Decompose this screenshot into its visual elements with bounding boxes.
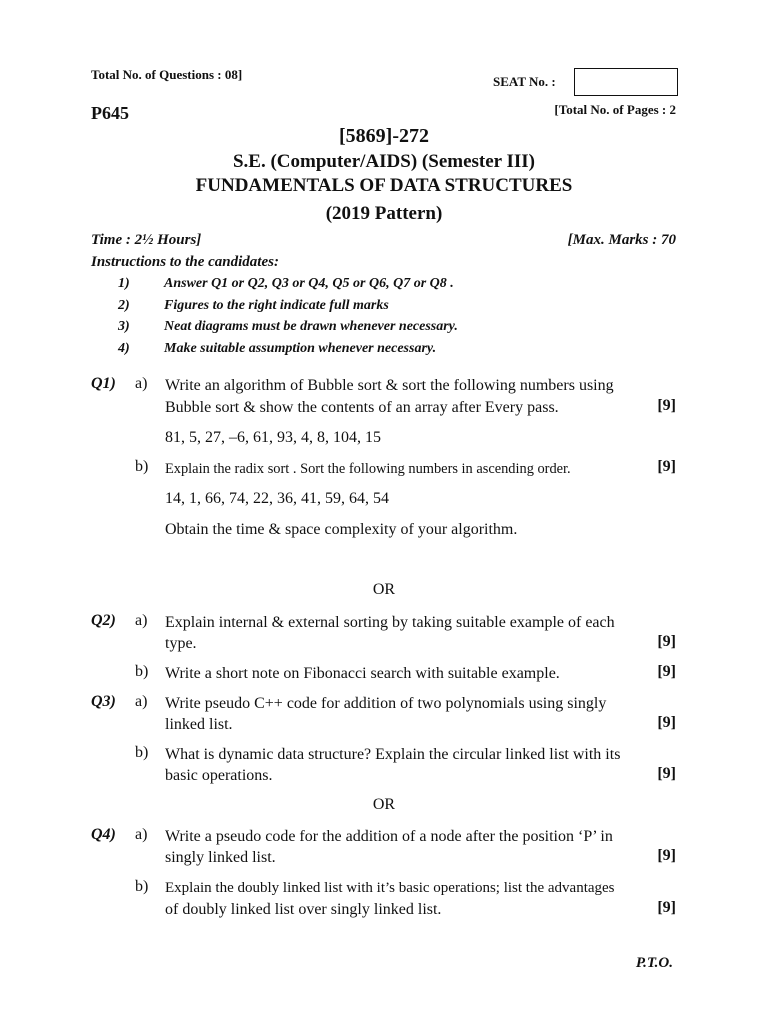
instructions-title: Instructions to the candidates: [91,254,279,270]
q1a-marks: [9] [657,397,676,414]
q3a-sub-label: a) [135,693,148,710]
subject-title: FUNDAMENTALS OF DATA STRUCTURES [195,175,573,196]
pto-label: P.T.O. [635,955,673,971]
q3b-text-line1: What is dynamic data structure? Explain the circular linked list with its [165,746,621,763]
question-label-q4: Q4) [91,826,116,843]
q3b-text-line2: basic operations. [165,767,273,784]
q4a-marks: [9] [657,847,676,864]
q1b-marks: [9] [657,458,676,475]
q2a-sub-label: a) [135,612,148,629]
seat-label: SEAT No. : [493,74,556,89]
q3a-marks: [9] [657,714,676,731]
q4b-text-line1: Explain the doubly linked list with it’s basic operations; list the advantages [165,880,615,896]
q2a-marks: [9] [657,633,676,650]
instruction-number: 3) [118,319,130,334]
q1a-text-line1: Write an algorithm of Bubble sort & sort the following numbers using [165,377,614,394]
q2b-sub-label: b) [135,663,149,680]
total-questions: Total No. of Questions : 08] [91,67,243,82]
question-label-q2: Q2) [91,612,116,629]
instruction-item [118,276,454,292]
q2b-text-line1: Write a short note on Fibonacci search with suitable example. [165,665,560,682]
q2b-marks: [9] [657,663,676,680]
q1b-text-line1: Explain the radix sort . Sort the following numbers in ascending order. [165,461,571,477]
course-title: S.E. (Computer/AIDS) (Semester III) [232,151,536,172]
question-label-q1: Q1) [91,375,116,392]
q1b-data: 14, 1, 66, 74, 22, 36, 41, 59, 64, 54 [165,490,389,507]
q4a-text-line1: Write a pseudo code for the addition of a node after the position ‘P’ in [165,828,613,845]
q4b-marks: [9] [657,899,676,916]
q4b-text-line2: of doubly linked list over singly linked list. [165,901,442,918]
q1a-text-line2: Bubble sort & show the contents of an array after Every pass. [165,399,559,416]
or-separator: OR [372,581,396,598]
q4a-sub-label: a) [135,826,148,843]
exam-code: [5869]-272 [339,125,429,147]
q2a-text-line1: Explain internal & external sorting by taking suitable example of each [165,614,615,631]
instruction-number: 1) [118,276,130,291]
instruction-number: 2) [118,298,130,313]
instruction-item [118,341,436,357]
total-pages: [Total No. of Pages : 2 [554,102,676,117]
instruction-text: Figures to the right indicate full marks [164,298,389,313]
or-separator: OR [372,796,396,813]
q3b-marks: [9] [657,765,676,782]
q3a-text-line1: Write pseudo C++ code for addition of two polynomials using singly [165,695,607,712]
time-allowed: Time : 2½ Hours] [91,232,202,248]
instruction-text: Make suitable assumption whenever necessary. [164,341,437,356]
q4b-sub-label: b) [135,878,149,895]
q2a-text-line2: type. [165,635,197,652]
q1a-data: 81, 5, 27, –6, 61, 93, 4, 8, 104, 15 [165,429,381,446]
q3b-sub-label: b) [135,744,149,761]
max-marks: [Max. Marks : 70 [567,232,676,248]
q4a-text-line2: singly linked list. [165,849,276,866]
instruction-item [118,298,389,314]
question-label-q3: Q3) [91,693,116,710]
q1a-sub-label: a) [135,375,148,392]
q1b-text-line2: Obtain the time & space complexity of your algorithm. [165,521,518,538]
seat-number-box[interactable] [574,68,678,96]
instruction-number: 4) [118,341,130,356]
pattern: (2019 Pattern) [325,203,443,224]
q1b-sub-label: b) [135,458,149,475]
instruction-item [118,319,458,335]
instruction-text: Answer Q1 or Q2, Q3 or Q4, Q5 or Q6, Q7 or Q8 . [164,276,454,291]
instruction-text: Neat diagrams must be drawn whenever necessary. [164,319,458,334]
q3a-text-line2: linked list. [165,716,233,733]
paper-code: P645 [91,103,129,123]
